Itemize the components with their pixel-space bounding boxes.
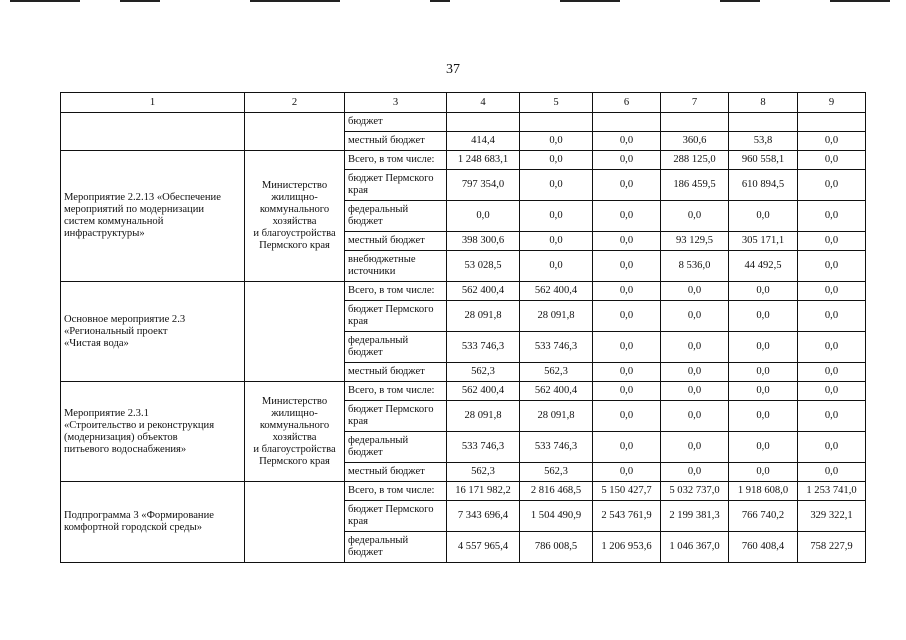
activity-name-line: Подпрограмма 3 «Формирование xyxy=(64,510,214,521)
funding-source-line: края xyxy=(348,185,369,196)
activity-name-line: «Чистая вода» xyxy=(64,337,129,349)
header-cell: 1 xyxy=(61,93,245,113)
executor-name-line: хозяйства xyxy=(272,431,317,443)
amount-cell: 0,0 xyxy=(798,332,866,363)
header-cell: 7 xyxy=(661,93,729,113)
executor-name-line: жилищно- xyxy=(271,192,318,203)
funding-source-cell xyxy=(345,301,447,332)
funding-source-line: бюджет xyxy=(348,116,383,127)
header-cell: 4 xyxy=(447,93,520,113)
amount-cell: 0,0 xyxy=(447,201,520,232)
funding-source-cell xyxy=(345,332,447,363)
amount-cell: 0,0 xyxy=(661,301,729,332)
amount-cell: 0,0 xyxy=(798,251,866,282)
amount-cell: 0,0 xyxy=(520,170,593,201)
executor-name-line: Пермского края xyxy=(259,240,330,251)
amount-cell: 0,0 xyxy=(520,201,593,232)
activity-cell xyxy=(61,282,245,382)
amount-cell: 758 227,9 xyxy=(798,532,866,563)
amount-cell: 766 740,2 xyxy=(729,501,798,532)
funding-source-line: федеральный xyxy=(348,335,409,346)
page-number: 37 xyxy=(446,62,460,77)
amount-cell: 0,0 xyxy=(798,301,866,332)
executor-name-line: коммунального xyxy=(259,204,330,215)
amount-cell: 0,0 xyxy=(520,132,593,151)
amount-cell: 0,0 xyxy=(593,151,661,170)
funding-source-cell xyxy=(345,151,447,170)
executor-cell xyxy=(245,282,345,382)
amount-cell: 0,0 xyxy=(593,282,661,301)
funding-source-line: местный бюджет xyxy=(348,235,425,246)
amount-cell: 0,0 xyxy=(593,232,661,251)
amount-cell: 0,0 xyxy=(593,301,661,332)
amount-cell: 1 918 608,0 xyxy=(729,482,798,501)
amount-cell: 28 091,8 xyxy=(447,401,520,432)
activity-name-line: инфраструктуры» xyxy=(64,228,145,239)
header-cell: 9 xyxy=(798,93,866,113)
activity-name-line: Основное мероприятие 2.3 xyxy=(64,313,186,325)
amount-cell: 0,0 xyxy=(661,401,729,432)
executor-cell xyxy=(245,113,345,151)
amount-cell: 562,3 xyxy=(447,463,520,482)
header-row xyxy=(61,93,866,113)
amount-cell: 0,0 xyxy=(798,363,866,382)
executor-name-line: Пермского края xyxy=(259,455,330,467)
amount-cell: 0,0 xyxy=(798,463,866,482)
amount-cell: 0,0 xyxy=(729,201,798,232)
amount-cell: 0,0 xyxy=(798,151,866,170)
amount-cell: 1 504 490,9 xyxy=(520,501,593,532)
amount-cell: 610 894,5 xyxy=(729,170,798,201)
executor-cell xyxy=(245,482,345,563)
amount-cell: 0,0 xyxy=(593,201,661,232)
amount-cell: 562 400,4 xyxy=(447,282,520,301)
executor-name-line: Министерство xyxy=(261,180,328,191)
scan-edge xyxy=(0,0,906,12)
funding-source-cell xyxy=(345,232,447,251)
funding-source-line: внебюджетные xyxy=(348,254,416,265)
amount-cell: 0,0 xyxy=(593,332,661,363)
amount-cell: 562 400,4 xyxy=(520,282,593,301)
amount-cell: 398 300,6 xyxy=(447,232,520,251)
amount-cell: 2 816 468,5 xyxy=(520,482,593,501)
amount-cell: 0,0 xyxy=(593,251,661,282)
funding-source-cell xyxy=(345,113,447,132)
funding-source-line: Всего, в том числе: xyxy=(348,385,435,396)
funding-source-cell xyxy=(345,201,447,232)
amount-cell xyxy=(593,113,661,132)
activity-name-line: мероприятий по модернизации xyxy=(64,204,205,215)
funding-source-line: местный бюджет xyxy=(348,135,425,146)
amount-cell: 2 543 761,9 xyxy=(593,501,661,532)
amount-cell: 0,0 xyxy=(661,363,729,382)
executor-name-line: жилищно- xyxy=(271,407,318,419)
activity-name-line: комфортной городской среды» xyxy=(64,522,202,533)
header-cell: 6 xyxy=(593,93,661,113)
activity-name-line: (модернизация) объектов xyxy=(64,431,178,443)
funding-source-line: бюджет xyxy=(348,547,383,558)
amount-cell: 562 400,4 xyxy=(447,382,520,401)
amount-cell: 786 008,5 xyxy=(520,532,593,563)
amount-cell: 0,0 xyxy=(729,432,798,463)
amount-cell: 760 408,4 xyxy=(729,532,798,563)
funding-source-line: края xyxy=(348,316,369,327)
funding-source-line: федеральный xyxy=(348,204,409,215)
funding-source-line: бюджет Пермского xyxy=(348,173,434,184)
amount-cell: 5 032 737,0 xyxy=(661,482,729,501)
amount-cell: 0,0 xyxy=(798,170,866,201)
amount-cell: 0,0 xyxy=(729,401,798,432)
executor-name-line: Министерство xyxy=(261,395,328,407)
amount-cell: 288 125,0 xyxy=(661,151,729,170)
activity-cell xyxy=(61,151,245,282)
amount-cell xyxy=(447,113,520,132)
amount-cell: 329 322,1 xyxy=(798,501,866,532)
amount-cell: 0,0 xyxy=(798,132,866,151)
amount-cell: 797 354,0 xyxy=(447,170,520,201)
amount-cell xyxy=(520,113,593,132)
budget-table xyxy=(60,92,866,563)
amount-cell: 0,0 xyxy=(729,382,798,401)
activity-name-line: систем коммунальной xyxy=(64,216,164,227)
amount-cell xyxy=(729,113,798,132)
amount-cell xyxy=(798,113,866,132)
amount-cell: 0,0 xyxy=(661,282,729,301)
funding-source-cell xyxy=(345,382,447,401)
amount-cell: 0,0 xyxy=(729,463,798,482)
amount-cell: 562,3 xyxy=(447,363,520,382)
amount-cell: 0,0 xyxy=(593,363,661,382)
amount-cell: 186 459,5 xyxy=(661,170,729,201)
amount-cell: 53 028,5 xyxy=(447,251,520,282)
funding-source-cell xyxy=(345,432,447,463)
amount-cell: 0,0 xyxy=(798,401,866,432)
activity-cell xyxy=(61,482,245,563)
funding-source-line: бюджет xyxy=(348,447,383,458)
executor-cell xyxy=(245,151,345,282)
funding-source-line: края xyxy=(348,516,369,527)
amount-cell: 0,0 xyxy=(798,432,866,463)
amount-cell: 2 199 381,3 xyxy=(661,501,729,532)
funding-source-line: федеральный xyxy=(348,435,409,446)
amount-cell: 93 129,5 xyxy=(661,232,729,251)
amount-cell: 533 746,3 xyxy=(520,332,593,363)
amount-cell: 1 253 741,0 xyxy=(798,482,866,501)
amount-cell xyxy=(661,113,729,132)
activity-name-line: «Строительство и реконструкция xyxy=(64,419,215,431)
amount-cell: 0,0 xyxy=(729,301,798,332)
amount-cell: 0,0 xyxy=(661,432,729,463)
executor-name-line: и благоустройства xyxy=(253,228,336,239)
amount-cell: 0,0 xyxy=(661,201,729,232)
activity-name-line: Мероприятие 2.2.13 «Обеспечение xyxy=(64,192,221,203)
funding-source-cell xyxy=(345,401,447,432)
amount-cell: 0,0 xyxy=(593,463,661,482)
amount-cell: 0,0 xyxy=(520,232,593,251)
executor-name-line: хозяйства xyxy=(272,216,317,227)
amount-cell: 7 343 696,4 xyxy=(447,501,520,532)
executor-name-line: и благоустройства xyxy=(253,443,336,455)
amount-cell: 533 746,3 xyxy=(520,432,593,463)
funding-source-cell xyxy=(345,282,447,301)
funding-source-line: источники xyxy=(348,266,396,277)
funding-source-cell xyxy=(345,501,447,532)
header-cell: 2 xyxy=(245,93,345,113)
amount-cell: 4 557 965,4 xyxy=(447,532,520,563)
funding-source-line: Всего, в том числе: xyxy=(348,285,435,296)
funding-source-line: бюджет Пермского xyxy=(348,504,434,515)
amount-cell: 44 492,5 xyxy=(729,251,798,282)
activity-name-line: Мероприятие 2.3.1 xyxy=(64,407,149,419)
funding-source-cell xyxy=(345,170,447,201)
amount-cell: 305 171,1 xyxy=(729,232,798,251)
amount-cell: 0,0 xyxy=(593,401,661,432)
amount-cell: 5 150 427,7 xyxy=(593,482,661,501)
table-row xyxy=(61,113,866,132)
amount-cell: 0,0 xyxy=(593,382,661,401)
amount-cell: 28 091,8 xyxy=(520,401,593,432)
amount-cell: 1 046 367,0 xyxy=(661,532,729,563)
amount-cell: 0,0 xyxy=(661,382,729,401)
activity-cell xyxy=(61,382,245,482)
amount-cell: 1 206 953,6 xyxy=(593,532,661,563)
amount-cell: 562,3 xyxy=(520,463,593,482)
funding-source-cell xyxy=(345,132,447,151)
table-row xyxy=(61,482,866,501)
funding-source-line: края xyxy=(348,416,369,427)
funding-source-line: Всего, в том числе: xyxy=(348,485,435,496)
executor-cell xyxy=(245,382,345,482)
header-cell: 5 xyxy=(520,93,593,113)
amount-cell: 0,0 xyxy=(798,282,866,301)
funding-source-line: Всего, в том числе: xyxy=(348,154,435,165)
amount-cell: 53,8 xyxy=(729,132,798,151)
activity-cell xyxy=(61,113,245,151)
amount-cell: 360,6 xyxy=(661,132,729,151)
amount-cell: 0,0 xyxy=(798,232,866,251)
executor-name-line: коммунального xyxy=(259,419,330,431)
amount-cell: 1 248 683,1 xyxy=(447,151,520,170)
amount-cell: 562 400,4 xyxy=(520,382,593,401)
amount-cell: 16 171 982,2 xyxy=(447,482,520,501)
funding-source-line: местный бюджет xyxy=(348,366,425,377)
funding-source-line: федеральный xyxy=(348,535,409,546)
funding-source-cell xyxy=(345,482,447,501)
amount-cell: 0,0 xyxy=(661,463,729,482)
funding-source-cell xyxy=(345,463,447,482)
amount-cell: 0,0 xyxy=(520,151,593,170)
amount-cell: 28 091,8 xyxy=(520,301,593,332)
table-row xyxy=(61,382,866,401)
activity-name-line: питьевого водоснабжения» xyxy=(64,443,187,455)
amount-cell: 0,0 xyxy=(798,201,866,232)
amount-cell: 960 558,1 xyxy=(729,151,798,170)
amount-cell: 0,0 xyxy=(593,432,661,463)
funding-source-line: бюджет Пермского xyxy=(348,304,434,315)
amount-cell: 533 746,3 xyxy=(447,432,520,463)
table-row xyxy=(61,151,866,170)
amount-cell: 414,4 xyxy=(447,132,520,151)
amount-cell: 562,3 xyxy=(520,363,593,382)
amount-cell: 0,0 xyxy=(593,132,661,151)
activity-name-line: «Региональный проект xyxy=(64,325,168,337)
amount-cell: 8 536,0 xyxy=(661,251,729,282)
funding-source-line: бюджет Пермского xyxy=(348,404,434,415)
funding-source-cell xyxy=(345,251,447,282)
amount-cell: 0,0 xyxy=(798,382,866,401)
amount-cell: 28 091,8 xyxy=(447,301,520,332)
amount-cell: 0,0 xyxy=(729,332,798,363)
amount-cell: 0,0 xyxy=(661,332,729,363)
amount-cell: 0,0 xyxy=(593,170,661,201)
funding-source-line: бюджет xyxy=(348,347,383,358)
amount-cell: 0,0 xyxy=(520,251,593,282)
funding-source-line: бюджет xyxy=(348,216,383,227)
funding-source-cell xyxy=(345,532,447,563)
amount-cell: 0,0 xyxy=(729,363,798,382)
amount-cell: 533 746,3 xyxy=(447,332,520,363)
funding-source-line: местный бюджет xyxy=(348,466,425,477)
header-cell: 8 xyxy=(729,93,798,113)
funding-source-cell xyxy=(345,363,447,382)
header-cell: 3 xyxy=(345,93,447,113)
table-row xyxy=(61,282,866,301)
amount-cell: 0,0 xyxy=(729,282,798,301)
